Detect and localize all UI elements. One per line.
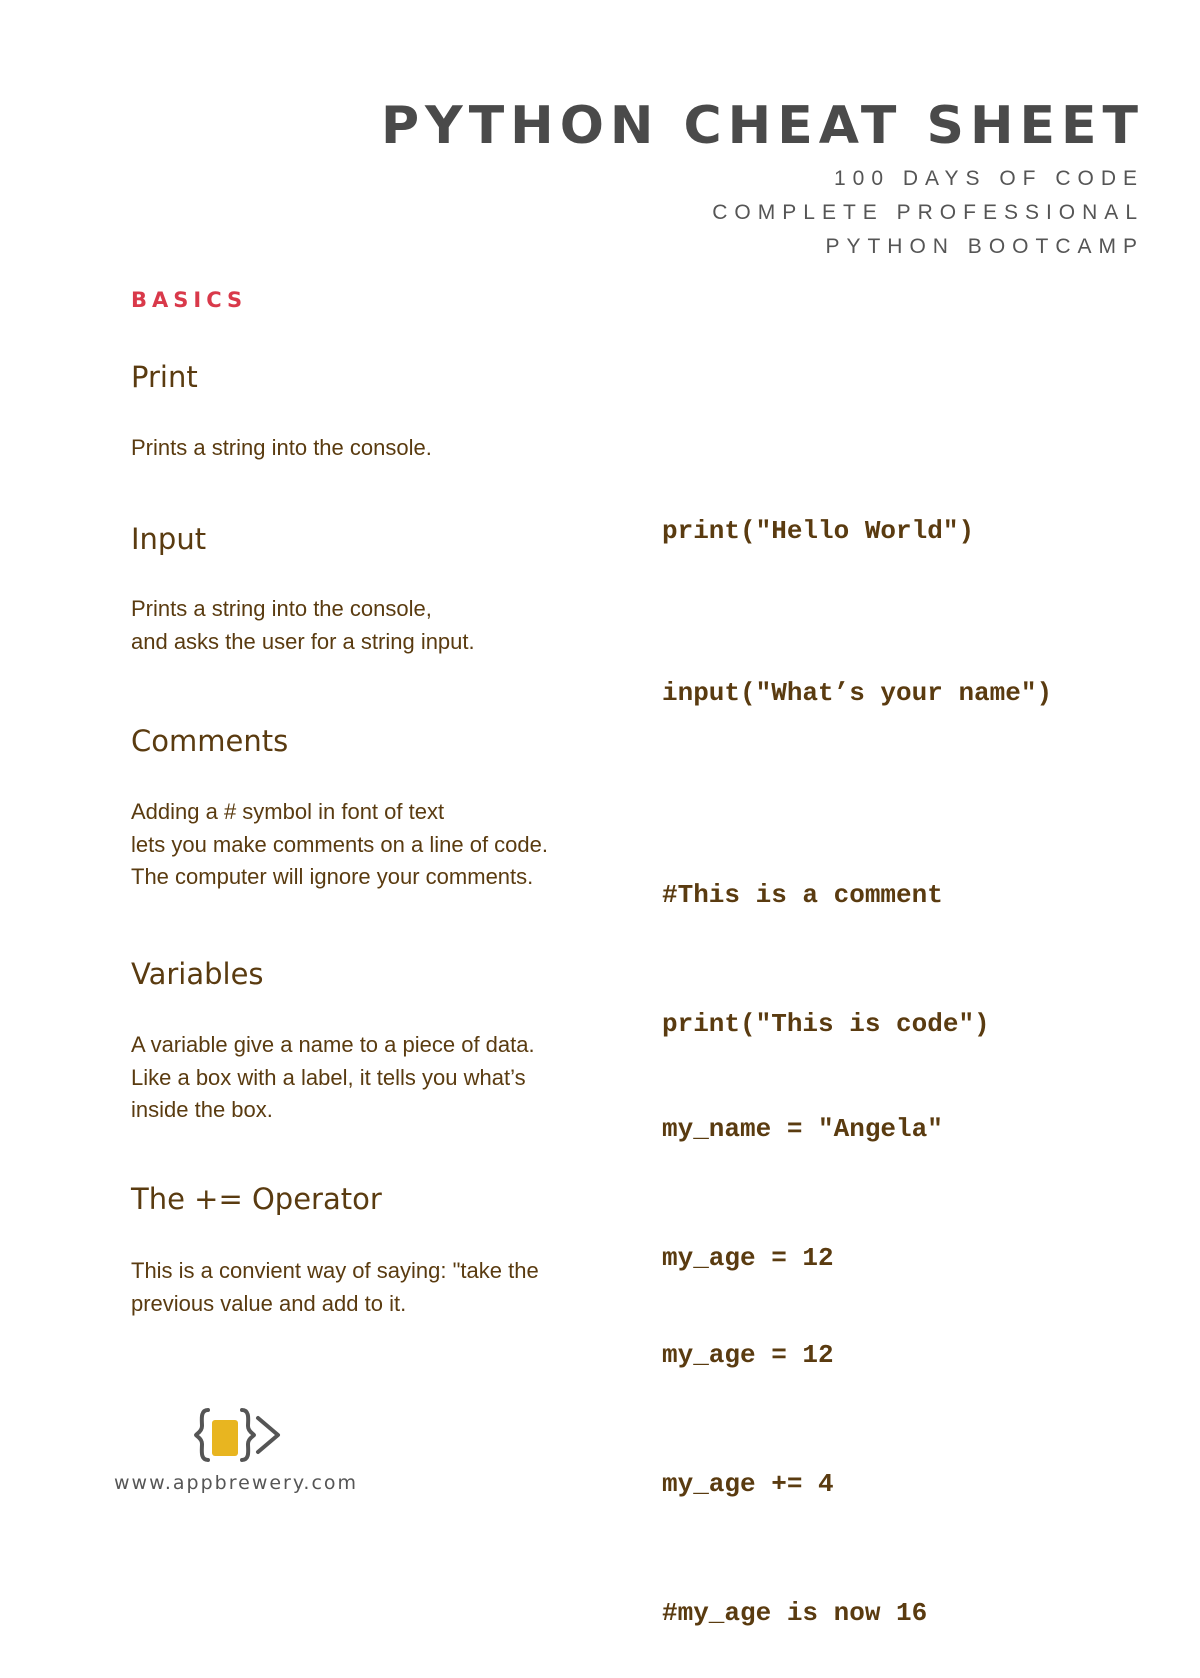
description-line: This is a convient way of saying: "take the xyxy=(131,1258,539,1283)
code-line: my_name = "Angela" xyxy=(662,1114,943,1144)
subtitle-line-3: PYTHON BOOTCAMP xyxy=(825,235,1144,258)
code-line: my_age = 12 xyxy=(662,1243,834,1273)
description-line: Adding a # symbol in font of text xyxy=(131,799,445,824)
code-plus-equals-operator xyxy=(662,1248,927,1678)
description-variables xyxy=(131,1029,601,1127)
page-header xyxy=(381,96,1144,264)
website-url: www.appbrewery.com xyxy=(114,1472,359,1494)
description-line: and asks the user for a string input. xyxy=(131,628,475,654)
subtitle-line-2: COMPLETE PROFESSIONAL xyxy=(712,201,1144,224)
app-brewery-logo-icon xyxy=(194,1406,284,1464)
description-line: previous value and add to it. xyxy=(131,1290,407,1316)
code-input xyxy=(662,586,1052,758)
page-title: PYTHON CHEAT SHEET xyxy=(380,96,1144,156)
code-line: print("This is code") xyxy=(662,1009,990,1039)
subtitle-line-1: 100 DAYS OF CODE xyxy=(833,167,1144,190)
description-line: The computer will ignore your comments. xyxy=(131,864,534,889)
description-line: lets you make comments on a line of code. xyxy=(131,831,548,857)
code-line: print("Hello World") xyxy=(662,516,975,546)
heading-plus-equals-operator: The += Operator xyxy=(131,1182,382,1216)
heading-comments: Comments xyxy=(131,724,289,758)
description-line: Like a box with a label, it tells you what’s xyxy=(131,1064,526,1090)
code-line: #my_age is now 16 xyxy=(662,1598,928,1628)
section-label: BASICS xyxy=(131,288,248,312)
code-line: #This is a comment xyxy=(662,880,943,910)
description-plus-equals-operator xyxy=(131,1255,601,1320)
description-print xyxy=(131,432,601,465)
description-line: Prints a string into the console, xyxy=(131,596,432,621)
logo-left-brace-icon xyxy=(196,1410,208,1460)
logo-right-brace-icon xyxy=(242,1410,254,1460)
logo-chevron-icon xyxy=(258,1418,278,1452)
code-print xyxy=(662,424,974,596)
description-line: A variable give a name to a piece of data. xyxy=(131,1032,535,1057)
description-line: inside the box. xyxy=(131,1097,273,1122)
code-line: my_age = 12 xyxy=(662,1340,834,1370)
heading-print: Print xyxy=(131,360,198,394)
logo-cup-icon xyxy=(212,1420,238,1456)
code-line: input("What’s your name") xyxy=(662,678,1053,708)
heading-variables: Variables xyxy=(131,957,264,991)
code-line: my_age += 4 xyxy=(662,1469,834,1499)
description-comments xyxy=(131,796,601,894)
description-line: Prints a string into the console. xyxy=(131,435,432,460)
description-input xyxy=(131,593,601,658)
heading-input: Input xyxy=(131,522,207,556)
